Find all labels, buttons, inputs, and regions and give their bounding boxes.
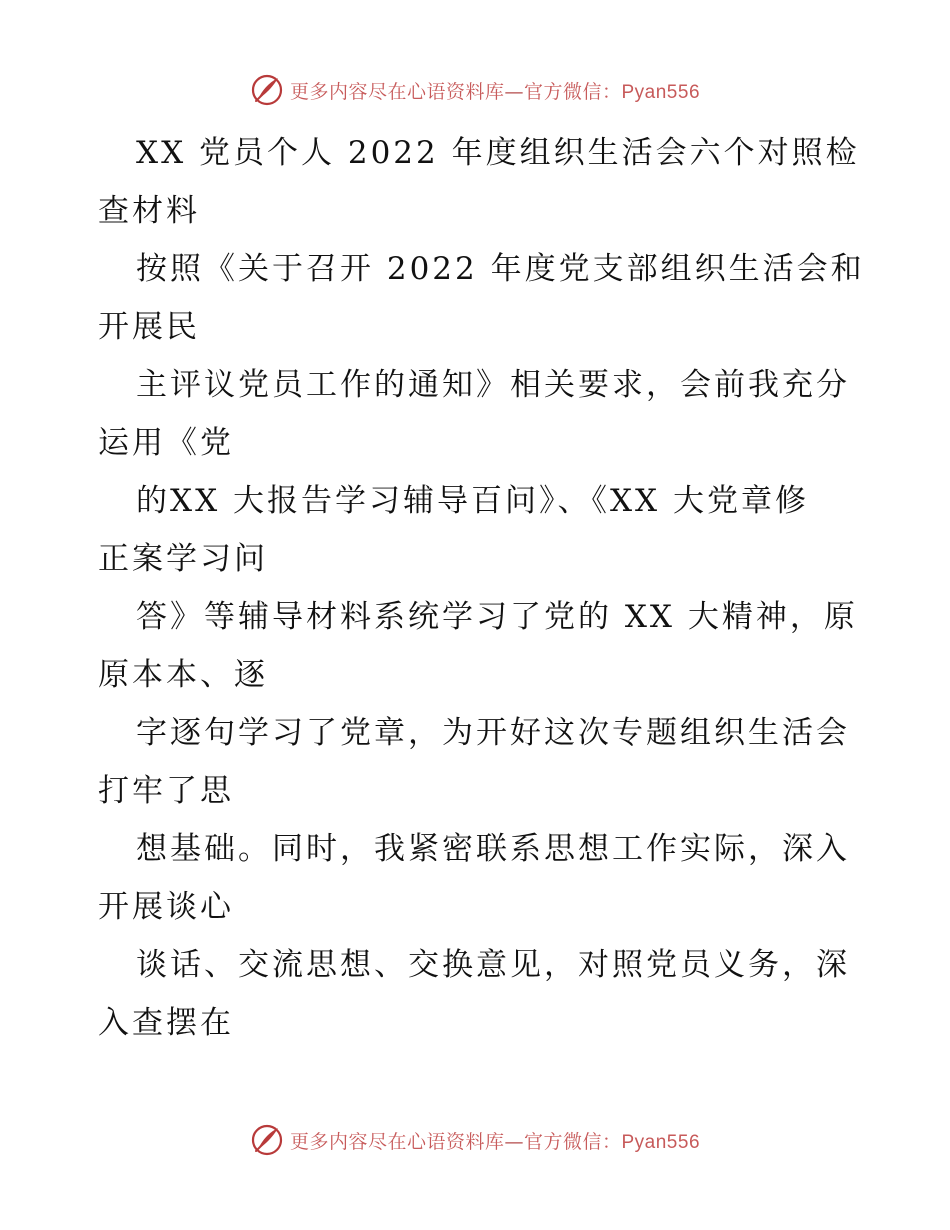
document-line-16: 入查摆在 [98, 1005, 234, 1041]
document-line-11: 字逐句学习了党章，为开好这次专题组织生活会 [136, 715, 850, 751]
document-line-4: 开展民 [98, 309, 200, 345]
document-line-5: 主评议党员工作的通知》相关要求，会前我充分 [136, 367, 850, 403]
document-line-1: XX 党员个人 2022 年度组织生活会六个对照检 [136, 135, 860, 171]
quill-pen-logo-icon [250, 73, 284, 107]
document-line-14: 开展谈心 [98, 889, 234, 925]
header-banner-contact-id: Pyan556 [621, 81, 701, 103]
document-line-13: 想基础。同时，我紧密联系思想工作实际，深入 [136, 831, 850, 867]
document-line-6: 运用《党 [98, 425, 234, 461]
document-line-10: 原本本、逐 [98, 657, 268, 693]
document-line-3: 按照《关于召开 2022 年度党支部组织生活会和 [136, 251, 865, 287]
document-line-12: 打牢了思 [98, 773, 234, 809]
document-line-15: 谈话、交流思想、交换意见，对照党员义务，深 [136, 947, 850, 983]
header-banner-inner [250, 73, 700, 107]
header-banner-separator: — [504, 80, 524, 103]
footer-banner-contact-label: 官方微信： [523, 1130, 622, 1153]
document-body [98, 124, 865, 1052]
document-line-2: 查材料 [98, 193, 200, 229]
document-line-7: 的XX 大报告学习辅导百问》、《XX 大党章修 [136, 483, 809, 519]
footer-banner-contact-id: Pyan556 [621, 1131, 701, 1153]
header-banner-main: 更多内容尽在心语资料库 [289, 80, 505, 103]
footer-banner-main: 更多内容尽在心语资料库 [289, 1130, 505, 1153]
header-banner-contact-label: 官方微信： [523, 80, 622, 103]
footer-banner-text [290, 1127, 700, 1154]
header-banner [0, 70, 950, 110]
footer-banner [0, 1120, 950, 1160]
quill-pen-logo-icon [250, 1123, 284, 1157]
document-line-8: 正案学习问 [98, 541, 268, 577]
footer-banner-inner [250, 1123, 700, 1157]
footer-banner-separator: — [504, 1130, 524, 1153]
document-line-9: 答》等辅导材料系统学习了党的 XX 大精神，原 [136, 599, 858, 635]
header-banner-text [290, 77, 700, 104]
